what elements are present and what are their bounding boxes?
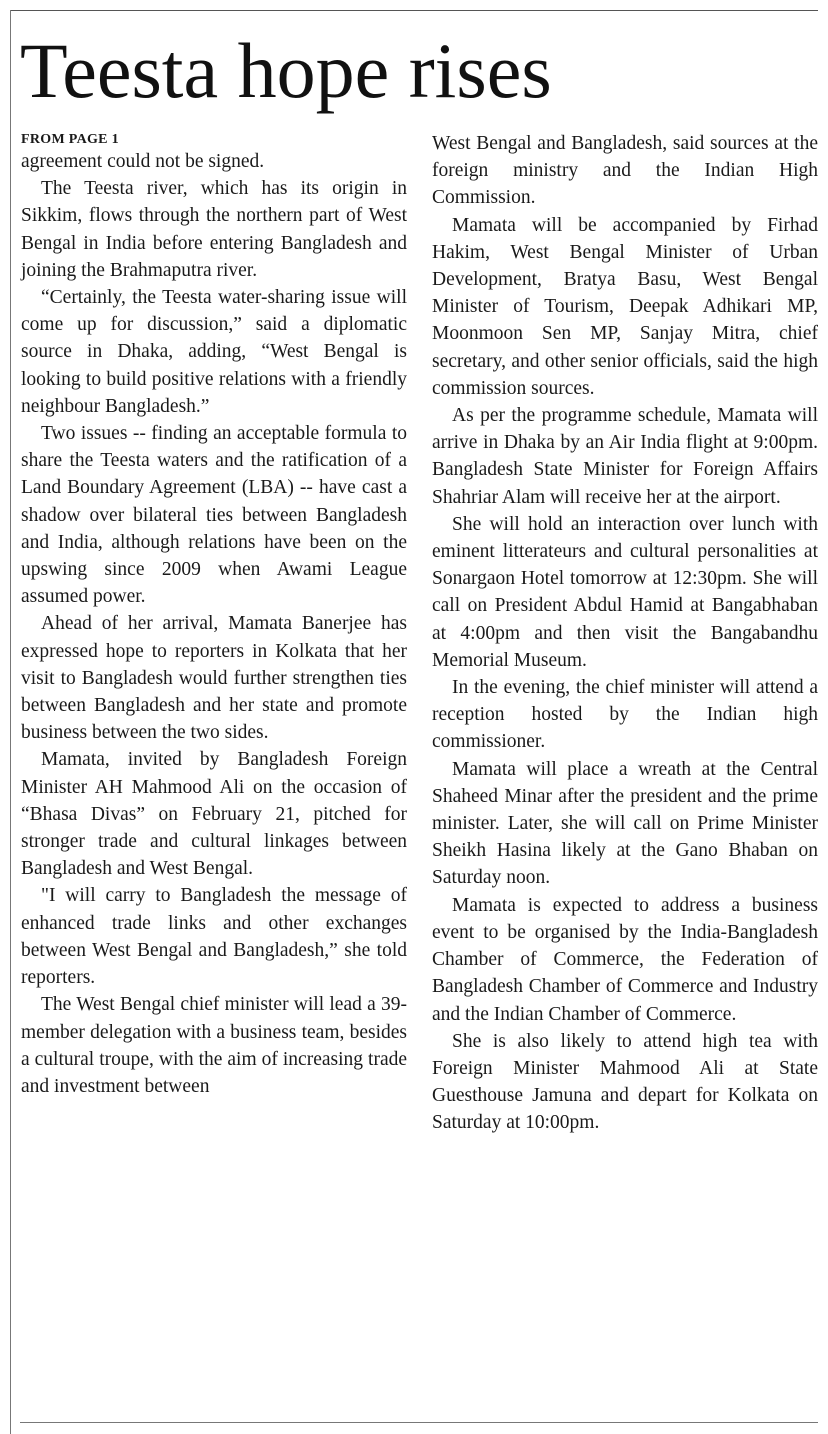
paragraph: agreement could not be signed. — [21, 151, 265, 172]
paragraph: In the evening, the chief minister will attend a reception hosted by the Indian high commissioner. — [432, 677, 818, 753]
paragraph: Ahead of her arrival, Mamata Banerjee has expressed hope to reporters in Kolkata that her visit to Bangladesh would further strengthen ties between Bangladesh and her state and promote business between the two sides. — [21, 613, 407, 744]
paragraph: She is also likely to attend high tea with Foreign Minister Mahmood Ali at State Guesthouse Jamuna and depart for Kolkata on Saturday at 10:00pm. — [432, 1030, 818, 1134]
paragraph: She will hold an interaction over lunch with eminent litterateurs and cultural personalities at Sonargaon Hotel tomorrow at 12:30pm. She will call on President Abdul Hamid at Bangabhaban at 4:00pm and then visit the Bangabandhu Memorial Museum. — [432, 513, 818, 671]
paragraph: Mamata will be accompanied by Firhad Hakim, West Bengal Minister of Urban Development, Bratya Basu, West Bengal Minister of Tourism, Deepak Adhikari MP, Moonmoon Sen MP, Sanjay Mitra, chief secretary, and other senior officials, said the high commission sources. — [432, 214, 818, 399]
paragraph: "I will carry to Bangladesh the message of enhanced trade links and other exchanges between West Bengal and Bangladesh,” she told reporters. — [21, 885, 407, 989]
paragraph: Mamata, invited by Bangladesh Foreign Minister AH Mahmood Ali on the occasion of “Bhasa Divas” on February 21, pitched for stronger trade and cultural linkages between Bangladesh and West Bengal. — [21, 749, 407, 880]
paragraph: Mamata is expected to address a business event to be organised by the India-Bangladesh Chamber of Commerce, the Federation of Bangladesh Chamber of Commerce and Industry and the Indian Chamber of Commerce. — [432, 894, 818, 1025]
top-rule — [10, 10, 818, 11]
right-column — [432, 130, 818, 1137]
left-column — [21, 132, 407, 1100]
headline: Teesta hope rises — [20, 27, 552, 114]
paragraph: The West Bengal chief minister will lead a 39-member delegation with a business team, besides a cultural troupe, with the aim of increasing trade and investment between — [21, 994, 407, 1097]
continued-from-label: FROM PAGE 1 — [21, 132, 119, 147]
paragraph: Two issues -- finding an acceptable formula to share the Teesta waters and the ratification of a Land Boundary Agreement (LBA) -- have cast a shadow over bilateral ties between Bangladesh and India, although relations have been on the upswing since 2009 when Awami League assumed power. — [21, 423, 407, 608]
left-rule — [10, 10, 11, 1434]
paragraph: As per the programme schedule, Mamata will arrive in Dhaka by an Air India flight at 9:00pm. Bangladesh State Minister for Foreign Affairs Shahriar Alam will receive her at the airport. — [432, 405, 818, 508]
bottom-rule — [20, 1422, 818, 1423]
paragraph: West Bengal and Bangladesh, said sources at the foreign ministry and the Indian High Commission. — [432, 133, 818, 209]
paragraph: Mamata will place a wreath at the Central Shaheed Minar after the president and the prime minister. Later, she will call on Prime Minister Sheikh Hasina likely at the Gano Bhaban on Saturday noon. — [432, 758, 818, 889]
paragraph: The Teesta river, which has its origin in Sikkim, flows through the northern part of West Bengal in India before entering Bangladesh and joining the Brahmaputra river. — [21, 178, 407, 281]
paragraph: “Certainly, the Teesta water-sharing issue will come up for discussion,” said a diplomatic source in Dhaka, adding, “West Bengal is looking to build positive relations with a friendly neighbour Bangladesh.” — [21, 287, 407, 417]
